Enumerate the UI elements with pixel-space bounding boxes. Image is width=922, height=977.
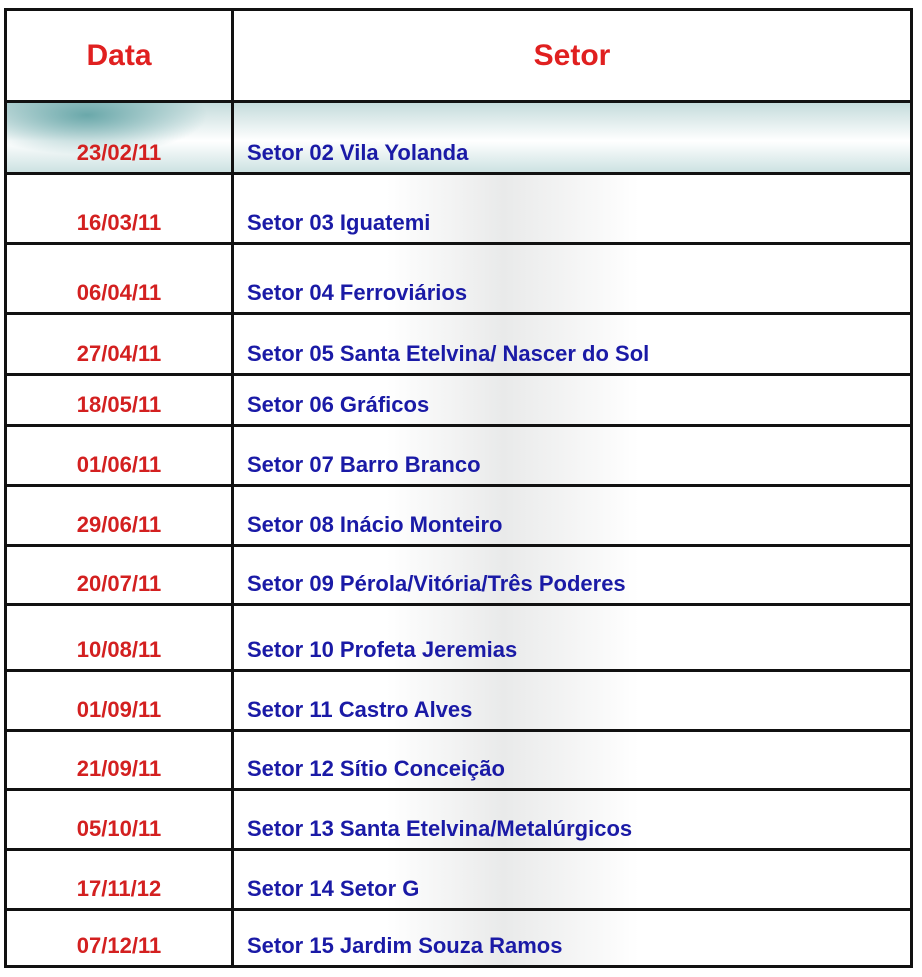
row-date: 06/04/11 [76, 280, 162, 305]
column-divider [231, 11, 234, 965]
header-date: Data [86, 38, 152, 72]
table-header-row [7, 11, 910, 100]
table-row [7, 908, 910, 965]
row-setor: Setor 06 Gráficos [247, 392, 430, 417]
header-setor: Setor [533, 38, 611, 72]
table-row [7, 100, 910, 172]
table-row [7, 544, 910, 603]
row-setor: Setor 08 Inácio Monteiro [247, 512, 503, 537]
table-row [7, 484, 910, 544]
row-setor: Setor 04 Ferroviários [247, 280, 468, 305]
table-row [7, 373, 910, 424]
table-row [7, 788, 910, 848]
row-date: 23/02/11 [76, 140, 162, 165]
row-date: 18/05/11 [76, 392, 162, 417]
row-date: 07/12/11 [76, 933, 162, 958]
row-date: 10/08/11 [76, 637, 162, 662]
row-setor: Setor 11 Castro Alves [247, 697, 473, 722]
table-row [7, 172, 910, 242]
row-setor: Setor 13 Santa Etelvina/Metalúrgicos [247, 816, 633, 841]
table-row [7, 603, 910, 669]
table-row [7, 848, 910, 908]
table-row [7, 669, 910, 729]
row-setor: Setor 02 Vila Yolanda [247, 140, 469, 165]
row-date: 01/06/11 [76, 452, 162, 477]
table-row [7, 729, 910, 788]
row-setor: Setor 09 Pérola/Vitória/Três Poderes [247, 571, 626, 596]
row-setor: Setor 07 Barro Branco [247, 452, 481, 477]
row-date: 27/04/11 [76, 341, 162, 366]
row-date: 20/07/11 [76, 571, 162, 596]
row-setor: Setor 05 Santa Etelvina/ Nascer do Sol [247, 341, 650, 366]
row-setor: Setor 03 Iguatemi [247, 210, 431, 235]
row-date: 05/10/11 [76, 816, 162, 841]
row-setor: Setor 14 Setor G [247, 876, 420, 901]
row-date: 29/06/11 [76, 512, 162, 537]
row-setor: Setor 15 Jardim Souza Ramos [247, 933, 563, 958]
row-setor: Setor 10 Profeta Jeremias [247, 637, 518, 662]
row-date: 01/09/11 [76, 697, 162, 722]
table-row [7, 242, 910, 312]
row-date: 16/03/11 [76, 210, 162, 235]
row-date: 17/11/12 [76, 876, 162, 901]
row-setor: Setor 12 Sítio Conceição [247, 756, 505, 781]
table-row [7, 424, 910, 484]
row-date: 21/09/11 [76, 756, 162, 781]
schedule-table [4, 8, 913, 968]
table-row [7, 312, 910, 373]
